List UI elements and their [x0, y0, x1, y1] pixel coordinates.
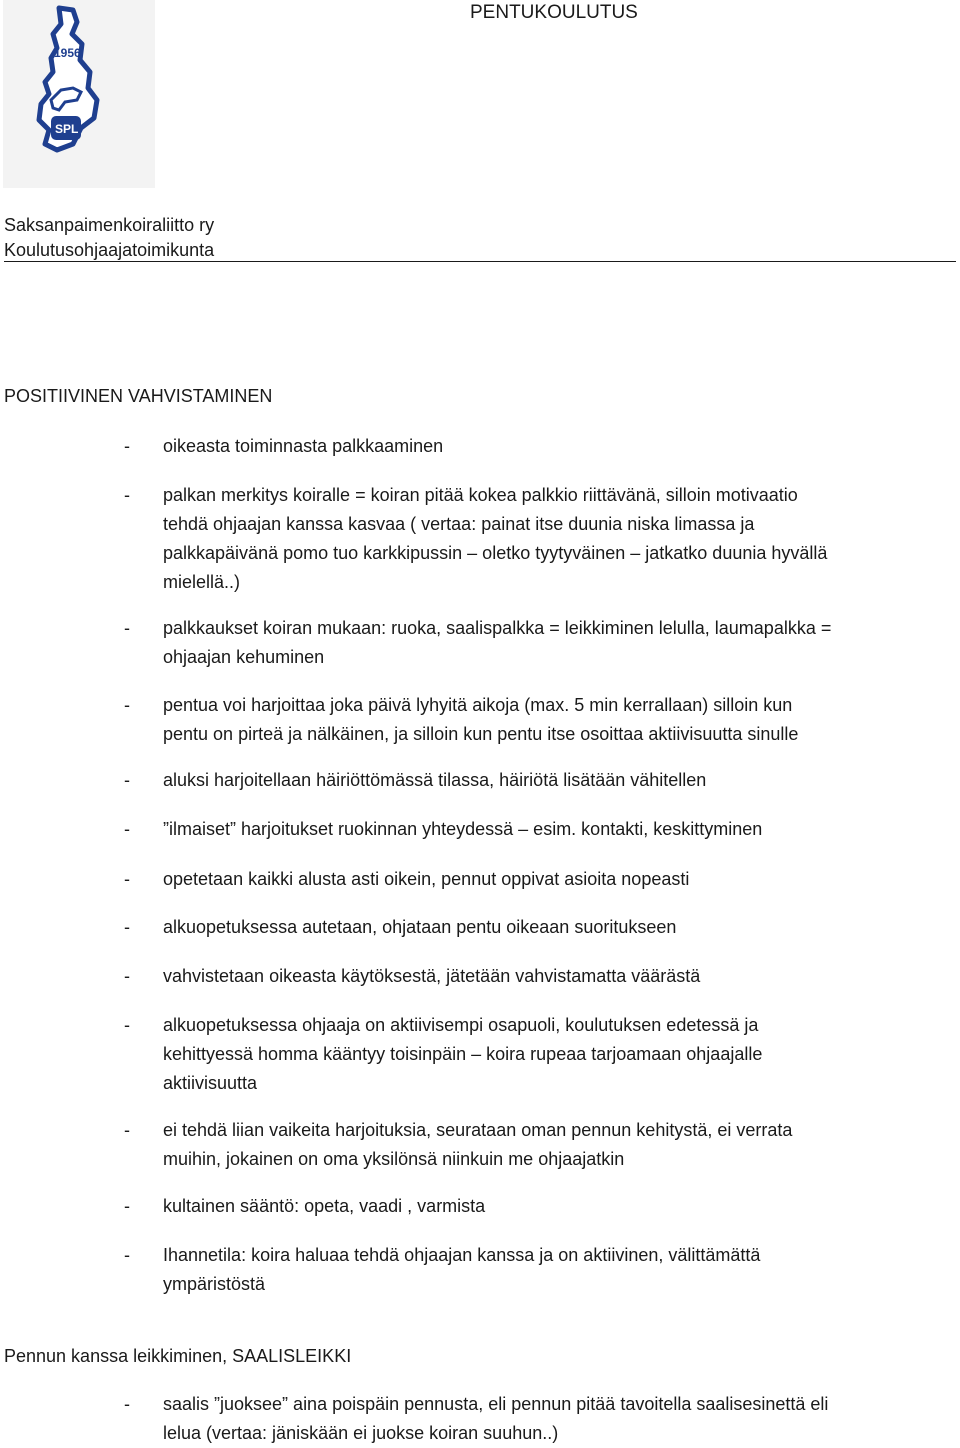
organization-block — [4, 213, 214, 263]
bullet-text: alkuopetuksessa ohjaaja on aktiivisempi osapuoli, koulutuksen edetessä ja kehittyessä homma kääntyy toisinpäin – koira rupeaa tarjoamaan ohjaajalle aktiivisuutta — [163, 1015, 763, 1093]
bullet-dash: - — [124, 1015, 130, 1035]
bullet-dash: - — [124, 917, 130, 937]
bullet-text: ”ilmaiset” harjoitukset ruokinnan yhteydessä – esim. kontakti, keskittyminen — [163, 819, 763, 839]
section-heading-prey-play: Pennun kanssa leikkiminen, SAALISLEIKKI — [4, 1346, 352, 1366]
bullet-text: oikeasta toiminnasta palkkaaminen — [163, 436, 444, 456]
bullet-dash: - — [124, 1196, 130, 1216]
bullet-text: kultainen sääntö: opeta, vaadi , varmista — [163, 1196, 486, 1216]
bullet-dash: - — [124, 1394, 130, 1414]
bullet-dash: - — [124, 618, 130, 638]
logo — [3, 0, 155, 188]
bullet-text: Ihannetila: koira haluaa tehdä ohjaajan kanssa ja on aktiivinen, välittämättä ympäristöstä — [163, 1245, 761, 1294]
bullet-dash: - — [124, 436, 130, 456]
bullet-text: opetetaan kaikki alusta asti oikein, pennut oppivat asioita nopeasti — [163, 869, 690, 889]
committee-name: Koulutusohjaajatoimikunta — [4, 240, 215, 260]
bullet-text: alkuopetuksessa autetaan, ohjataan pentu oikeaan suoritukseen — [163, 917, 677, 937]
bullet-dash: - — [124, 485, 130, 505]
bullet-dash: - — [124, 1120, 130, 1140]
section-heading-positive-reinforcement: POSITIIVINEN VAHVISTAMINEN — [4, 386, 273, 406]
bullet-dash: - — [124, 770, 130, 790]
svg-text:SPL: SPL — [55, 122, 79, 136]
finland-map-logo-icon — [15, 4, 107, 154]
bullet-dash: - — [124, 1245, 130, 1265]
bullet-dash: - — [124, 869, 130, 889]
header-divider — [4, 261, 956, 262]
bullet-dash: - — [124, 695, 130, 715]
bullet-text: saalis ”juoksee” aina poispäin pennusta, eli pennun pitää tavoitella saalisesinettä eli lelua (vertaa: jäniskään ei juokse koiran suuhun..) — [163, 1394, 829, 1443]
bullet-text: vahvistetaan oikeasta käytöksestä, jätetään vahvistamatta väärästä — [163, 966, 701, 986]
document-title: PENTUKOULUTUS — [470, 2, 638, 23]
svg-text:1956: 1956 — [54, 46, 81, 60]
bullet-text: palkkaukset koiran mukaan: ruoka, saalispalkka = leikkiminen lelulla, laumapalkka = ohjaajan kehuminen — [163, 618, 832, 667]
bullet-text: ei tehdä liian vaikeita harjoituksia, seurataan oman pennun kehitystä, ei verrata muihin, jokainen on oma yksilönsä niinkuin me ohjaajatkin — [163, 1120, 793, 1169]
bullet-dash: - — [124, 819, 130, 839]
bullet-text: palkan merkitys koiralle = koiran pitää kokea palkkio riittävänä, silloin motivaatio tehdä ohjaajan kanssa kasvaa ( vertaa: painat itse duunia niska limassa ja palkkapäivänä pomo tuo karkkipussin – oletko tyytyväinen – jatkatko duunia hyvällä mielellä..) — [163, 485, 828, 592]
bullet-text: aluksi harjoitellaan häiriöttömässä tilassa, häiriötä lisätään vähitellen — [163, 770, 707, 790]
organization-name: Saksanpaimenkoiraliitto ry — [4, 215, 215, 235]
bullet-text: pentua voi harjoittaa joka päivä lyhyitä aikoja (max. 5 min kerrallaan) silloin kun pentu on pirteä ja nälkäinen, ja silloin kun pentu itse osoittaa aktiivisuutta sinulle — [163, 695, 799, 744]
bullet-dash: - — [124, 966, 130, 986]
